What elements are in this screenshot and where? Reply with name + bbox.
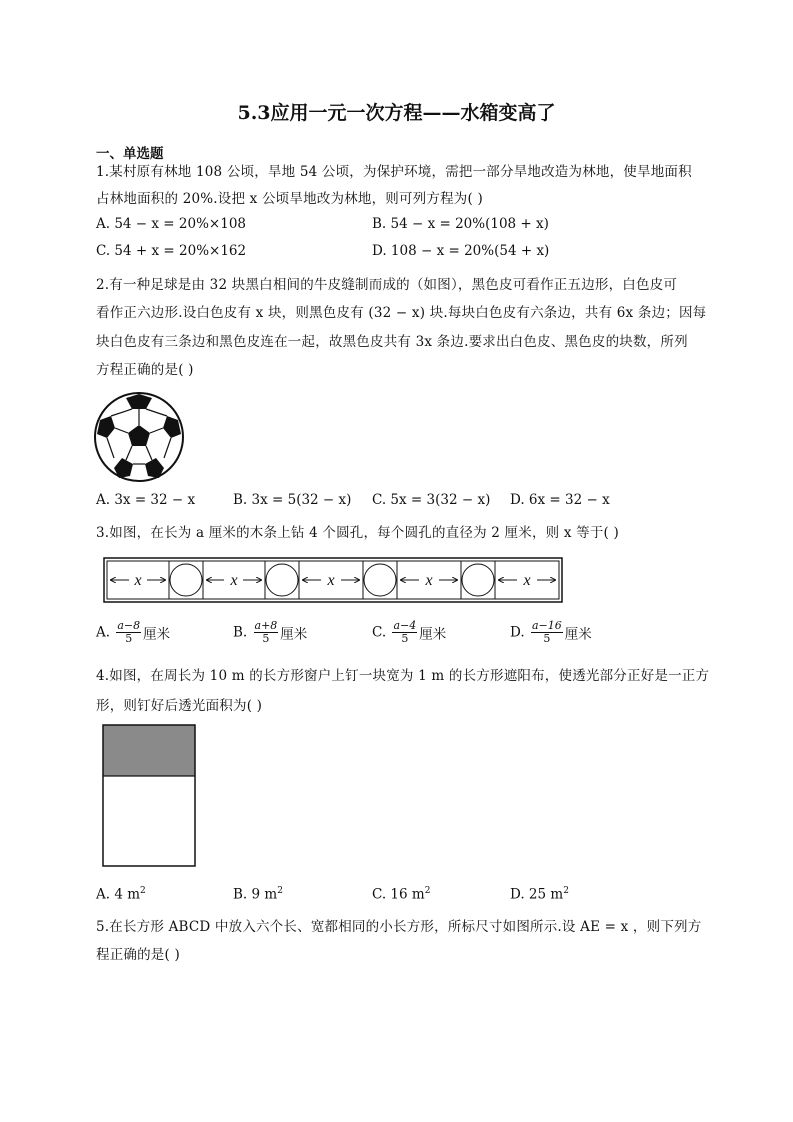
option-letter: A. bbox=[96, 624, 111, 641]
q5-stem-line2: 程正确的是( ) bbox=[96, 947, 180, 963]
q3-stem-line1: 3.如图，在长为 a 厘米的木条上钻 4 个圆孔，每个圆孔的直径为 2 厘米，则 x 等于( ) bbox=[96, 525, 619, 541]
option-letter: B. bbox=[233, 624, 248, 641]
fraction bbox=[392, 620, 417, 645]
denominator: 5 bbox=[262, 632, 270, 645]
superscript: 2 bbox=[424, 886, 431, 896]
shade-cloth bbox=[103, 725, 195, 776]
segment-label-x: x bbox=[425, 572, 433, 589]
option-letter: C. bbox=[372, 624, 387, 641]
q3-option-a[interactable] bbox=[96, 620, 170, 645]
denominator: 5 bbox=[401, 632, 409, 645]
q1-stem-line1: 1.某村原有林地 108 公顷，旱地 54 公顷，为保护环境，需把一部分旱地改造为林地，使旱地面积 bbox=[96, 164, 692, 180]
q2-stem-line4: 方程正确的是( ) bbox=[96, 362, 194, 378]
q1-option-b[interactable]: B. 54 − x = 20%(108 + x) bbox=[372, 216, 549, 232]
q1-stem-line2: 占林地面积的 20%.设把 x 公顷旱地改为林地，则可列方程为( ) bbox=[96, 191, 483, 207]
denominator: 5 bbox=[543, 632, 551, 645]
numerator: a−16 bbox=[531, 619, 562, 632]
q2-option-c[interactable]: C. 5x = 3(32 − x) bbox=[372, 492, 491, 508]
q5-stem-line1: 5.在长方形 ABCD 中放入六个长、宽都相同的小长方形，所标尺寸如图所示.设 AE = x ，则下列方 bbox=[96, 919, 702, 935]
fraction bbox=[531, 620, 563, 645]
q3-option-c[interactable] bbox=[372, 620, 446, 645]
window-figure bbox=[102, 724, 197, 868]
denominator: 5 bbox=[125, 632, 133, 645]
option-letter: D. bbox=[510, 624, 525, 641]
unit-label: 厘米 bbox=[280, 626, 308, 643]
wood-strip-figure bbox=[103, 557, 563, 603]
page-title: 5.3应用一元一次方程——水箱变高了 bbox=[237, 102, 556, 124]
numerator: a−4 bbox=[393, 619, 417, 632]
q1-option-c[interactable]: C. 54 + x = 20%×162 bbox=[96, 243, 247, 259]
option-text: A. 4 m bbox=[96, 886, 141, 903]
q4-stem-line1: 4.如图，在周长为 10 m 的长方形窗户上钉一块宽为 1 m 的长方形遮阳布，使透光部分正好是一正方 bbox=[96, 668, 710, 684]
unit-label: 厘米 bbox=[143, 626, 171, 643]
q2-stem-line2: 看作正六边形.设白色皮有 x 块，则黑色皮有 (32 − x) 块.每块白色皮有六条边，共有 6x 条边；因每 bbox=[96, 305, 707, 321]
q1-option-d[interactable]: D. 108 − x = 20%(54 + x) bbox=[372, 243, 550, 259]
q3-option-d[interactable] bbox=[510, 620, 592, 645]
superscript: 2 bbox=[563, 886, 569, 896]
superscript: 2 bbox=[140, 886, 146, 896]
q1-option-a[interactable]: A. 54 − x = 20%×108 bbox=[96, 216, 246, 232]
numerator: a+8 bbox=[254, 619, 278, 632]
q2-option-b[interactable]: B. 3x = 5(32 − x) bbox=[233, 492, 352, 508]
fraction bbox=[116, 620, 141, 645]
q4-option-b[interactable] bbox=[233, 886, 283, 903]
superscript: 2 bbox=[277, 886, 283, 896]
q4-stem-line2: 形，则钉好后透光面积为( ) bbox=[96, 698, 263, 714]
segment-label-x: x bbox=[327, 572, 335, 589]
numerator: a−8 bbox=[117, 619, 141, 632]
option-text: C. 16 m bbox=[372, 886, 425, 903]
q4-option-a[interactable] bbox=[96, 886, 146, 903]
option-text: D. 25 m bbox=[510, 886, 564, 903]
q2-stem-line1: 2.有一种足球是由 32 块黑白相间的牛皮缝制而成的（如图），黑色皮可看作正五边形，白色皮可 bbox=[96, 277, 678, 293]
section-heading: 一、单选题 bbox=[96, 146, 164, 162]
option-text: B. 9 m bbox=[233, 886, 278, 903]
q4-option-d[interactable] bbox=[510, 886, 569, 903]
unit-label: 厘米 bbox=[564, 626, 592, 643]
q2-option-a[interactable]: A. 3x = 32 − x bbox=[96, 492, 196, 508]
soccer-ball-figure bbox=[92, 390, 186, 484]
fraction bbox=[254, 620, 279, 645]
segment-label-x: x bbox=[523, 572, 531, 589]
q4-option-c[interactable] bbox=[372, 886, 430, 903]
segment-label-x: x bbox=[230, 572, 238, 589]
q2-option-d[interactable]: D. 6x = 32 − x bbox=[510, 492, 610, 508]
unit-label: 厘米 bbox=[419, 626, 447, 643]
segment-label-x: x bbox=[134, 572, 142, 589]
q3-option-b[interactable] bbox=[233, 620, 307, 645]
q2-stem-line3: 块白色皮有三条边和黑色皮连在一起，故黑色皮共有 3x 条边.要求出白色皮、黑色皮的块数，所列 bbox=[96, 334, 688, 350]
